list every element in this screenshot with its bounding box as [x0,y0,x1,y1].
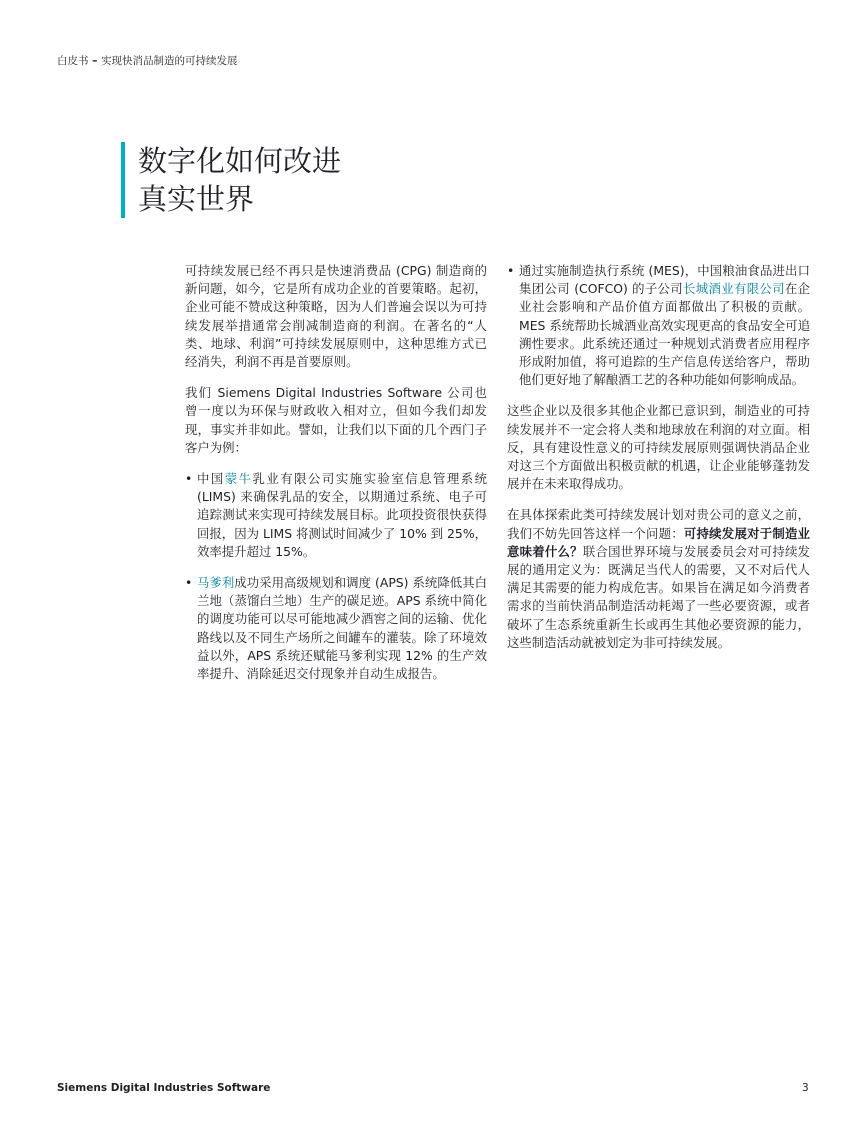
customer-list-left [185,470,487,683]
list-item-martell [185,574,487,683]
bullet-icon: • [185,471,193,487]
list-item-text: 乳业有限公司实施实验室信息管理系统 (LIMS) 来确保乳品的安全，以期通过系统、电子可追踪测试来实现可持续发展目标。此项投资很快获得回报，因为 LIMS 将测试时间减少了 10% 到 25%，效率提升超过 15%。 [197,471,488,559]
bullet-icon: • [185,575,193,591]
header-prefix: 白皮书 [57,55,89,67]
paragraph-definition [507,506,810,652]
mengniu-link[interactable]: 蒙牛 [224,471,253,487]
customer-list-right [507,262,810,389]
paragraph-intro: 可持续发展已经不再只是快速消费品 (CPG) 制造商的新问题，如今，它是所有成功企业的首要策略。起初，企业可能不赞成这种策略，因为人们普遍会误以为可持续发展举措通常会削减制造商的利润。在著名的“人类、地球、利润”可持续发展原则中，这种思维方式已经消失，利润不再是首要原则。 [185,263,487,370]
definition-text-pre: 在具体探索此类可持续发展计划对贵公司的意义之前，我们不妨先回答这样一个问题： [507,507,810,541]
header-title: 实现快消品制造的可持续发展 [101,55,238,67]
list-item-text: 成功采用高级规划和调度 (APS) 系统降低其白兰地（蒸馏白兰地）生产的碳足迹。APS 系统中简化的调度功能可以尽可能地减少酒窖之间的运输、优化路线以及不同生产场所之间罐车的灌装。除了环境效益以外，APS 系统还赋能马爹利实现 12% 的生产效率提升、消除延迟交付现象并自动生成报告。 [197,575,488,682]
footer-company: Siemens Digital Industries Software [57,1082,271,1094]
right-column [507,262,810,665]
list-item-text-pre: 中国 [197,471,225,487]
definition-question: 可持续发展对于制造业意味着什么？ [507,525,811,559]
paragraph-awareness: 这些企业以及很多其他企业都已意识到，制造业的可持续发展并不一定会将人类和地球放在利润的对立面。相反，具有建设性意义的可持续发展原则强调快消品企业对这三个方面做出积极贡献的机遇，让企业能够蓬勃发展并在未来取得成功。 [507,403,810,492]
list-item-greatwall [507,262,810,389]
left-column [185,262,487,696]
section-title-block [121,142,341,218]
bullet-icon: • [507,263,515,278]
running-header [57,53,238,68]
header-separator: – [88,55,102,67]
definition-text: 联合国世界环境与发展委员会对可持续发展的通用定义为：既满足当代人的需要，又不对后代人满足其需要的能力构成危害。如果旨在满足如今消费者需求的当前快消品制造活动耗竭了一些必要资源，或者破坏了生态系统重新生长或再生其他必要资源的能力，这些制造活动就被划定为非可持续发展。 [507,543,811,650]
list-item-mengniu [185,470,487,561]
martell-link[interactable]: 马爹利 [197,575,235,591]
section-title [138,142,341,218]
greatwall-link[interactable]: 长城酒业有限公司 [683,281,785,297]
list-item-text: 在企业社会影响和产品价值方面都做出了积极的贡献。MES 系统帮助长城酒业高效实现更高的食品安全可追溯性要求。此系统还通过一种规划式消费者应用程序形成附加值，将可追踪的生产信息传送给客户，帮助他们更好地了解酿酒工艺的各种功能如何影响成品。 [519,281,811,388]
section-title-line-2: 真实世界 [138,182,255,216]
section-title-line-1: 数字化如何改进 [138,144,342,178]
paragraph-siemens: 我们 Siemens Digital Industries Software 公司也曾一度以为环保与财政收入相对立，但如今我们却发现，事实并非如此。譬如，让我们以下面的几个西门子客户为例： [185,385,487,455]
page-number: 3 [802,1082,809,1094]
list-item-text-pre: 通过实施制造执行系统 (MES)，中国粮油食品进出口集团公司 (COFCO) 的子公司 [519,263,810,297]
